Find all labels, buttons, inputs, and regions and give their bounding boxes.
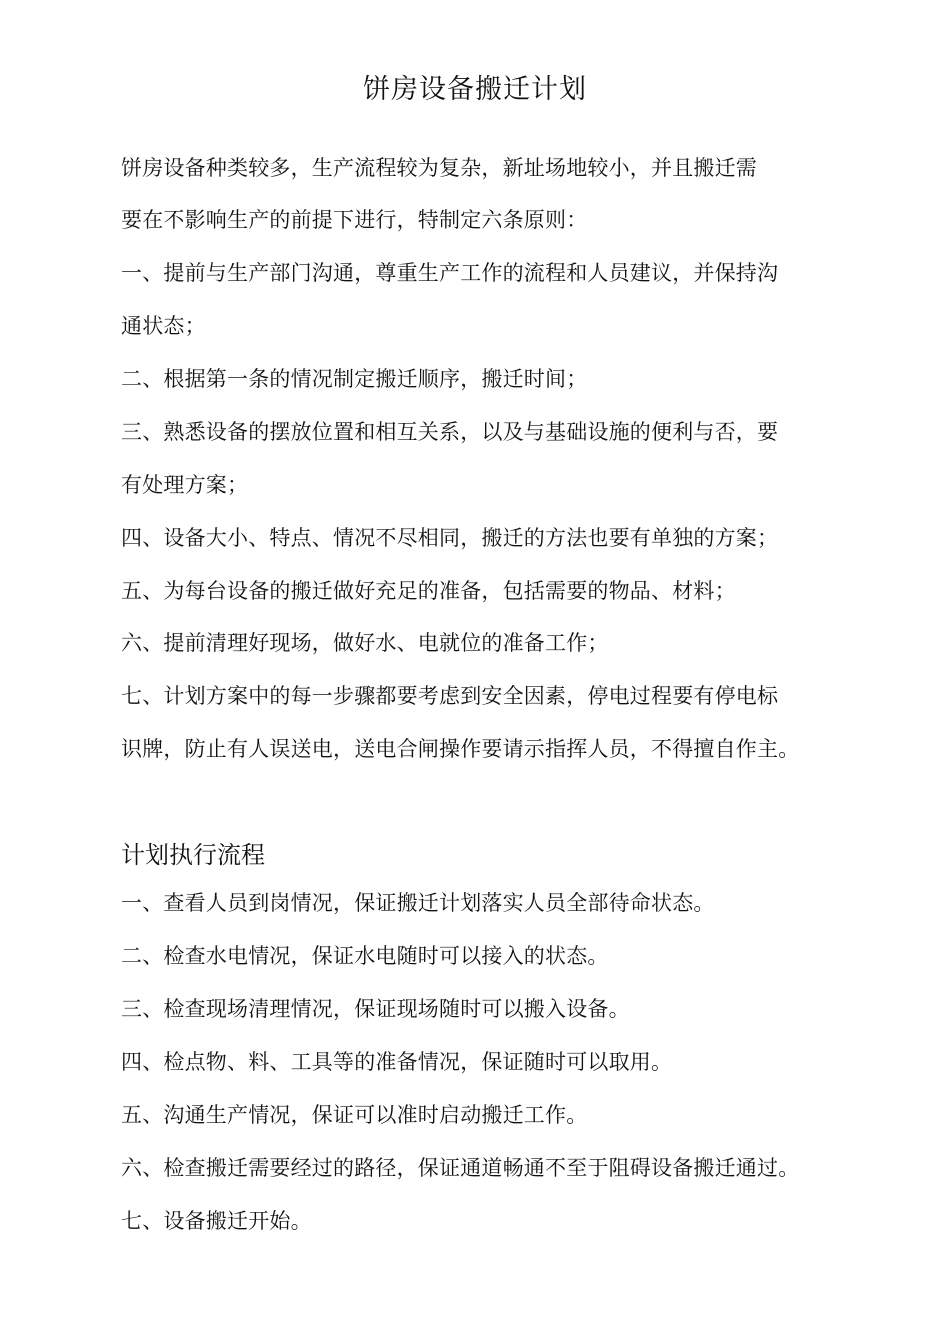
principle-line: 三、熟悉设备的摆放位置和相互关系，以及与基础设施的便利与否，要 [121, 420, 779, 444]
principle-line: 五、为每台设备的搬迁做好充足的准备，包括需要的物品、材料； [121, 579, 736, 603]
process-step: 七、设备搬迁开始。 [121, 1209, 312, 1233]
principle-line: 四、设备大小、特点、情况不尽相同，搬迁的方法也要有单独的方案； [121, 526, 779, 550]
principle-line: 七、计划方案中的每一步骤都要考虑到安全因素，停电过程要有停电标 [121, 684, 779, 708]
process-step: 五、沟通生产情况，保证可以准时启动搬迁工作。 [121, 1103, 588, 1127]
process-step: 三、检查现场清理情况，保证现场随时可以搬入设备。 [121, 997, 630, 1021]
principle-line: 一、提前与生产部门沟通，尊重生产工作的流程和人员建议，并保持沟 [121, 261, 779, 285]
intro-line-2: 要在不影响生产的前提下进行，特制定六条原则： [121, 208, 588, 232]
intro-line-1: 饼房设备种类较多，生产流程较为复杂，新址场地较小，并且搬迁需 [121, 156, 757, 180]
process-step: 二、检查水电情况，保证水电随时可以接入的状态。 [121, 944, 609, 968]
principle-line: 有处理方案； [121, 473, 249, 497]
process-step: 一、查看人员到岗情况，保证搬迁计划落实人员全部待命状态。 [121, 891, 715, 915]
process-step: 四、检点物、料、工具等的准备情况，保证随时可以取用。 [121, 1050, 673, 1074]
principle-line: 通状态； [121, 314, 206, 338]
process-heading: 计划执行流程 [121, 841, 265, 869]
principle-line: 六、提前清理好现场，做好水、电就位的准备工作； [121, 631, 609, 655]
process-step: 六、检查搬迁需要经过的路径，保证通道畅通不至于阻碍设备搬迁通过。 [121, 1156, 800, 1180]
principle-line: 二、根据第一条的情况制定搬迁顺序，搬迁时间； [121, 367, 588, 391]
principle-line: 识牌，防止有人误送电，送电合闸操作要请示指挥人员，不得擅自作主。 [121, 737, 800, 761]
document-title: 饼房设备搬迁计划 [363, 74, 587, 105]
